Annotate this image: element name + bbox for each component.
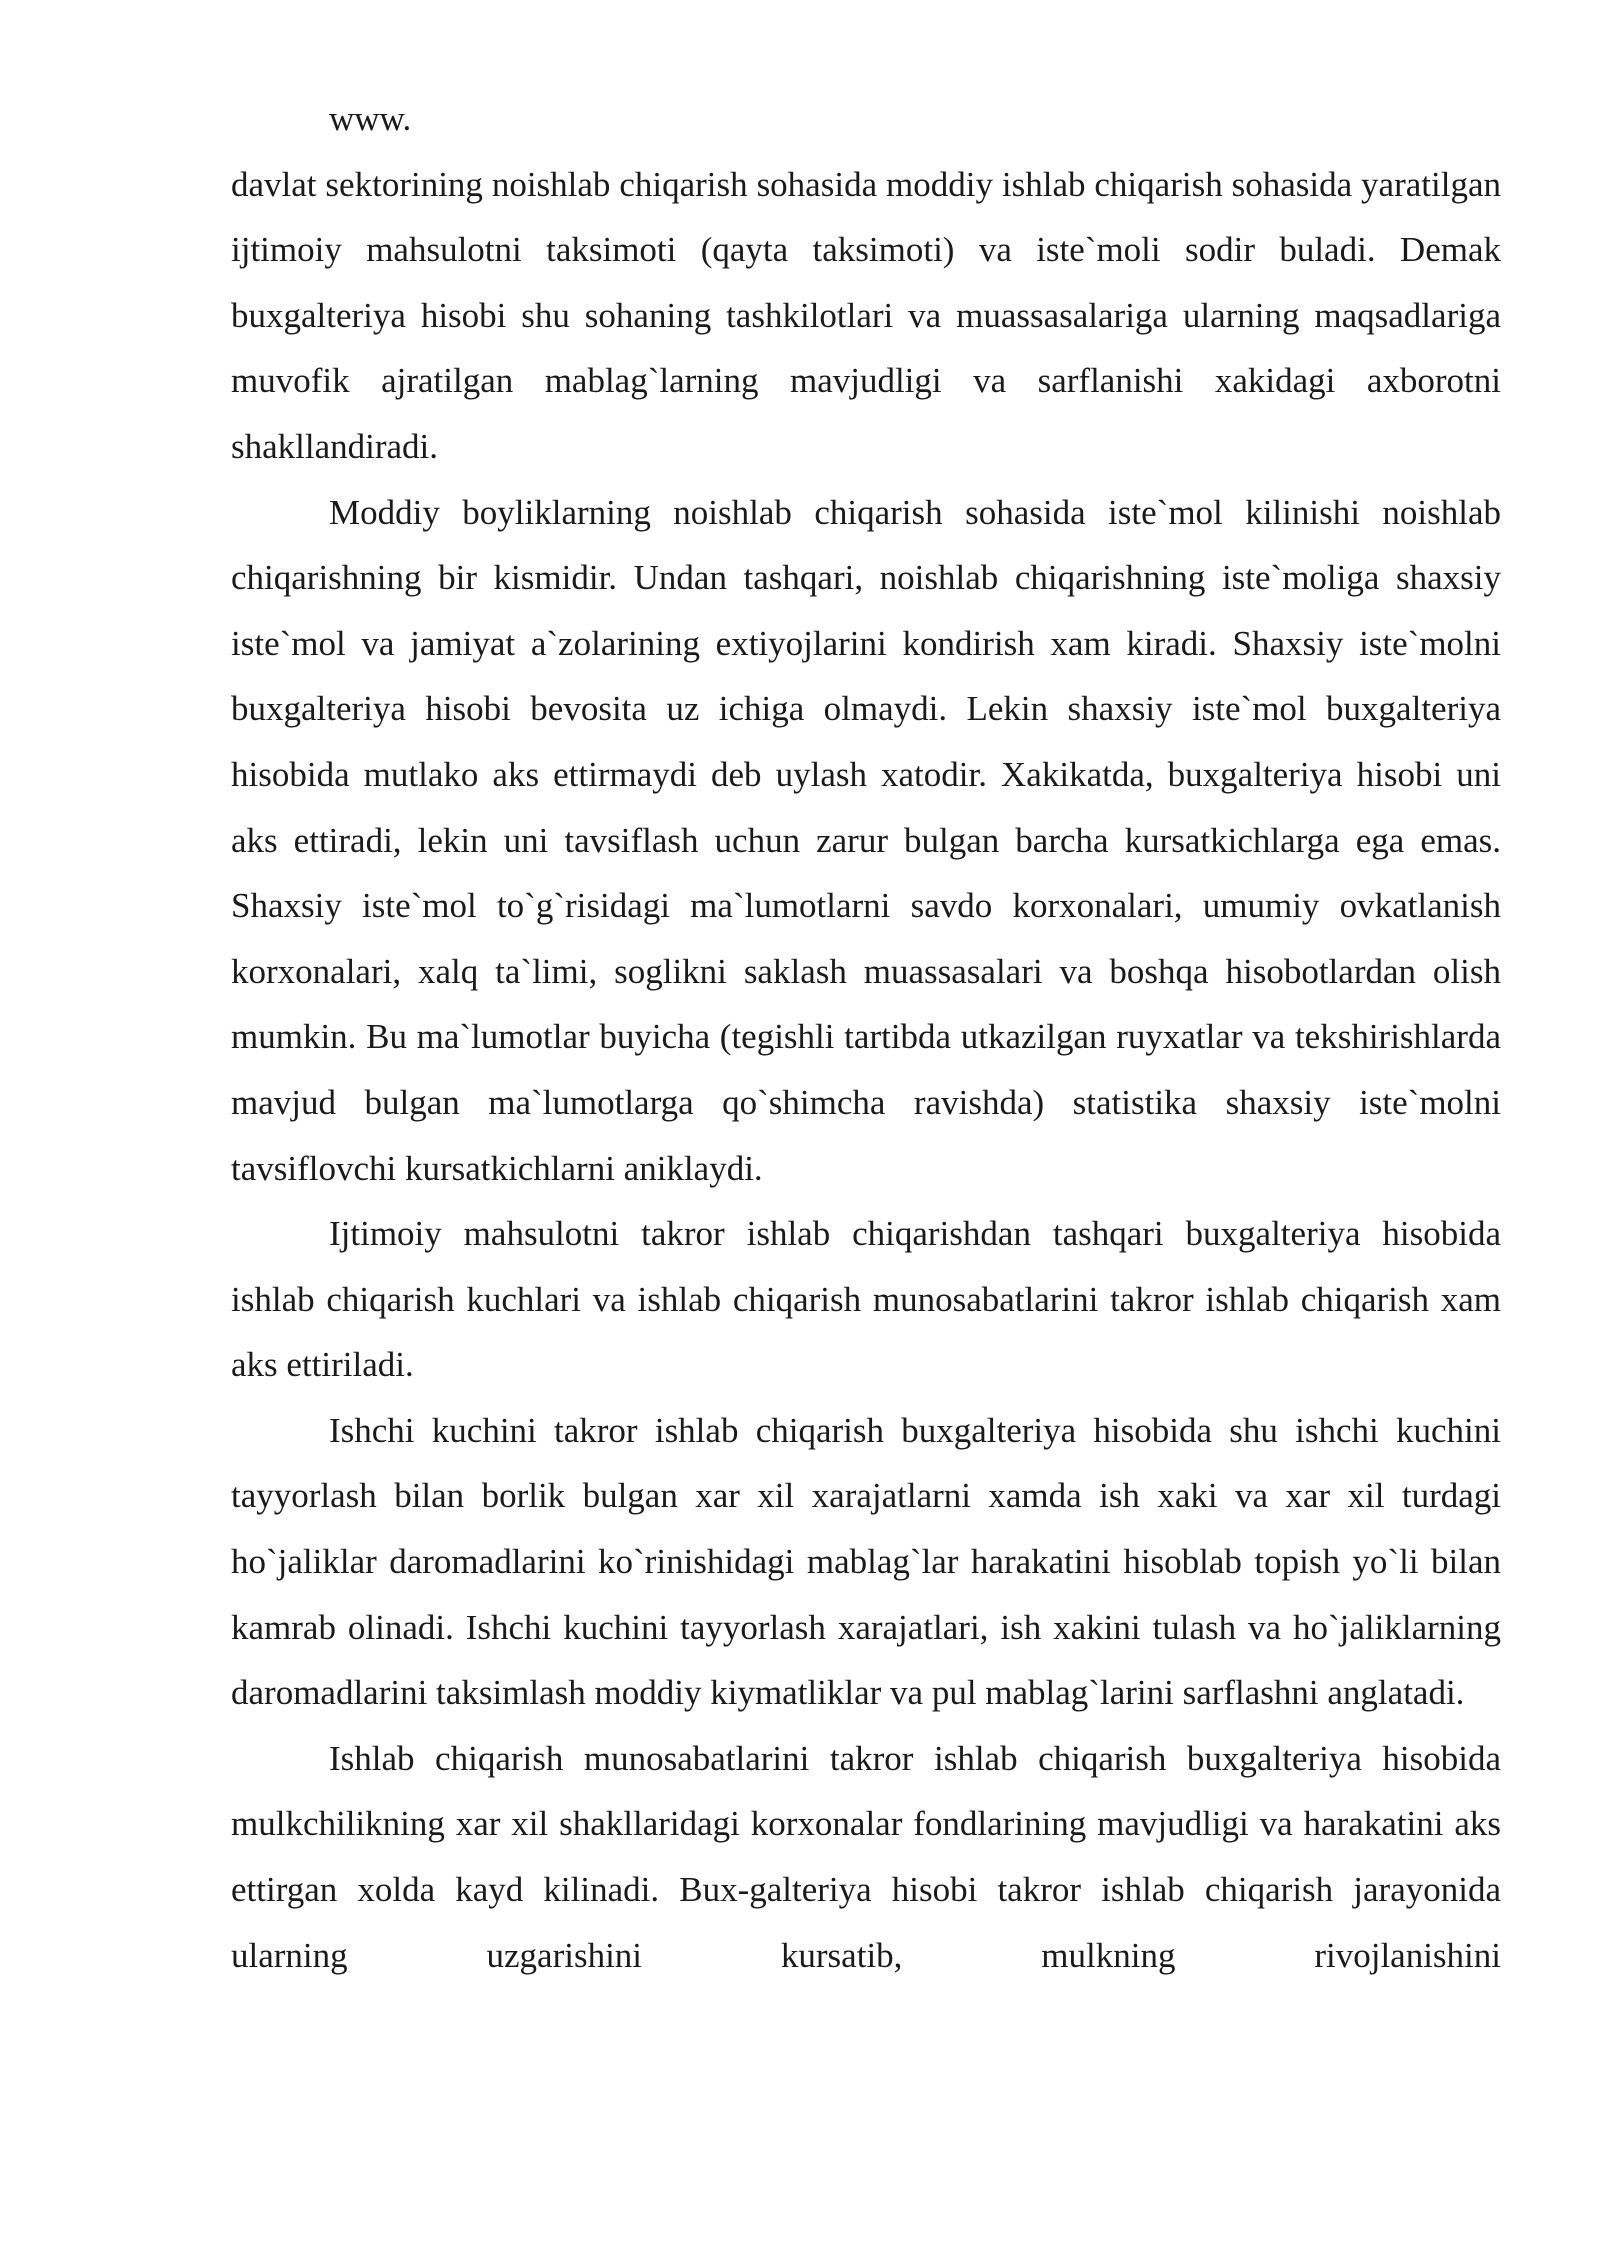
- paragraph-5: Ishlab chiqarish munosabatlarini takror ishlab chiqarish buxgalteriya hisobida mulkchilikning xar xil shakllaridagi korxonalar fondlarining mavjudligi va harakatini aks ettirgan xolda kayd kilinadi. Bux-galteriya hisobi takror ishlab chiqarish jarayonida ularning uzgarishini kursatib, mulkning rivojlanishini: [231, 1738, 1501, 1975]
- paragraph-3: Ijtimoiy mahsulotni takror ishlab chiqarishdan tashqari buxgalteriya hisobida ishlab chiqarish kuchlari va ishlab chiqarish munosabatlarini takror ishlab chiqarish xam aks ettiriladi.: [231, 1214, 1501, 1385]
- header-text: www.: [329, 99, 412, 138]
- paragraph-2: Moddiy boyliklarning noishlab chiqarish sohasida iste`mol kilinishi noishlab chiqarishning bir kismidir. Undan tashqari, noishlab chiqarishning iste`moliga shaxsiy iste`mol va jamiyat a`zolarining extiyojlarini kondirish xam kiradi. Shaxsiy iste`molni buxgalteriya hisobi bevosita uz ichiga olmaydi. Lekin shaxsiy iste`mol buxgalteriya hisobida mutlako aks ettirmaydi deb uylash xatodir. Xakikatda, buxgalteriya hisobi uni aks ettiradi, lekin uni tavsiflash uchun zarur bulgan barcha kursatkichlarga ega emas. Shaxsiy iste`mol to`g`risidagi ma`lumotlarni savdo korxonalari, umumiy ovkatlanish korxonalari, xalq ta`limi, soglikni saklash muassasalari va boshqa hisobotlardan olish mumkin. Bu ma`lumotlar buyicha (tegishli tartibda utkazilgan ruyxatlar va tekshirishlarda mavjud bulgan ma`lumotlarga qo`shimcha ravishda) statistika shaxsiy iste`molni tavsiflovchi kursatkichlarni aniklaydi.: [231, 492, 1501, 1188]
- paragraph-4: Ishchi kuchini takror ishlab chiqarish buxgalteriya hisobida shu ishchi kuchini tayyorlash bilan borlik bulgan xar xil xarajatlarni xamda ish xaki va xar xil turdagi ho`jaliklar daromadlarini ko`rinishidagi mablag`lar harakatini hisoblab topish yo`li bilan kamrab olinadi. Ishchi kuchini tayyorlash xarajatlari, ish xakini tulash va ho`jaliklarning daromadlarini taksimlash moddiy kiymatliklar va pul mablag`larini sarflashni anglatadi.: [231, 1410, 1501, 1713]
- paragraph-1: davlat sektorining noishlab chiqarish sohasida moddiy ishlab chiqarish sohasida yaratilgan ijtimoiy mahsulotni taksimoti (qayta taksimoti) va iste`moli sodir buladi. Demak buxgalteriya hisobi shu sohaning tashkilotlari va muassasalariga ularning maqsadlariga muvofik ajratilgan mablag`larning mavjudligi va sarflanishi xakidagi axborotni shakllandiradi.: [231, 164, 1501, 466]
- document-page: [231, 86, 1501, 1988]
